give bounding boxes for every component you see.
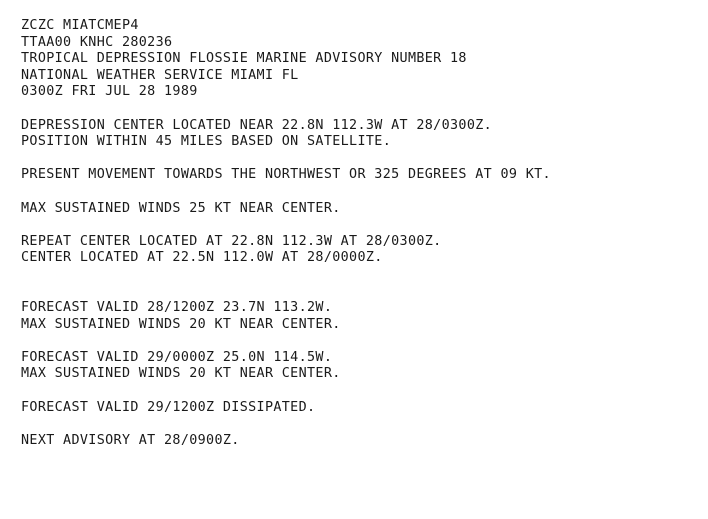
next-advisory-block: [21, 433, 701, 450]
forecast-36h-block: [21, 400, 701, 417]
forecast-winds-line: MAX SUSTAINED WINDS 20 KT NEAR CENTER.: [21, 366, 341, 382]
advisory-title: TROPICAL DEPRESSION FLOSSIE MARINE ADVISORY NUMBER 18: [21, 51, 467, 67]
position-accuracy-line: POSITION WITHIN 45 MILES BASED ON SATELLITE.: [21, 134, 392, 150]
next-advisory-line: NEXT ADVISORY AT 28/0900Z.: [21, 432, 240, 448]
forecast-12h-block: [21, 300, 701, 333]
forecast-valid-line: FORECAST VALID 28/1200Z 23.7N 113.2W.: [21, 300, 333, 316]
header-block: [21, 18, 701, 101]
center-location-line: DEPRESSION CENTER LOCATED NEAR 22.8N 112.3W AT 28/0300Z.: [21, 117, 493, 133]
issuing-office: NATIONAL WEATHER SERVICE MIAMI FL: [21, 67, 299, 83]
repeat-block: [21, 234, 701, 267]
forecast-valid-line: FORECAST VALID 29/0000Z 25.0N 114.5W.: [21, 349, 333, 365]
center-block: [21, 118, 701, 151]
forecast-24h-block: [21, 350, 701, 383]
advisory-text: [21, 18, 701, 466]
header-line: TTAA00 KNHC 280236: [21, 34, 173, 50]
previous-center-line: CENTER LOCATED AT 22.5N 112.0W AT 28/0000Z.: [21, 250, 383, 266]
issue-time: 0300Z FRI JUL 28 1989: [21, 84, 198, 100]
header-line: ZCZC MIATCMEP4: [21, 18, 139, 33]
repeat-center-line: REPEAT CENTER LOCATED AT 22.8N 112.3W AT 28/0300Z.: [21, 233, 442, 249]
max-winds-line: MAX SUSTAINED WINDS 25 KT NEAR CENTER.: [21, 200, 341, 216]
movement-line: PRESENT MOVEMENT TOWARDS THE NORTHWEST OR 325 DEGREES AT 09 KT.: [21, 167, 551, 183]
movement-block: [21, 167, 701, 184]
forecast-winds-line: MAX SUSTAINED WINDS 20 KT NEAR CENTER.: [21, 316, 341, 332]
winds-block: [21, 201, 701, 218]
forecast-dissipated-line: FORECAST VALID 29/1200Z DISSIPATED.: [21, 399, 316, 415]
